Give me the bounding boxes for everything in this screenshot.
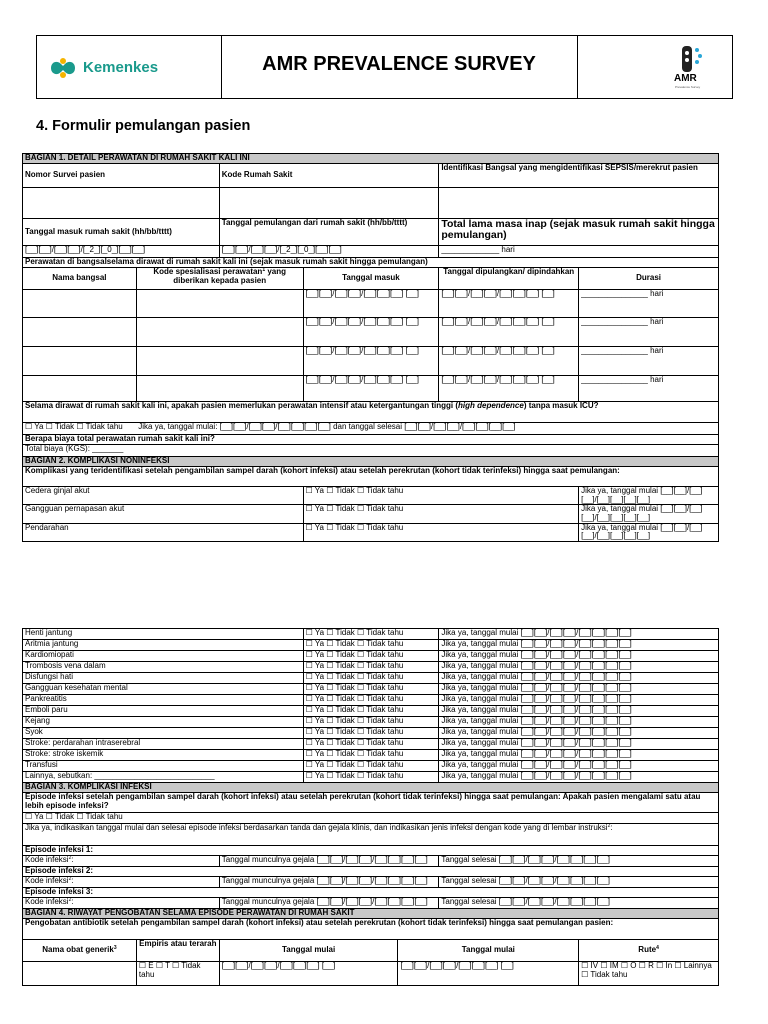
complication-label: Trombosis vena dalam xyxy=(23,662,304,673)
complication-date[interactable]: Jika ya, tanggal mulai [__][__]/[__][__]/[__][__][__][__] xyxy=(439,717,719,728)
biaya-field[interactable]: Total biaya (KGS): _______ xyxy=(23,445,719,457)
complication-label: Lainnya, sebutkan: ___________________________ xyxy=(23,772,304,783)
section-heading-bagian2: BAGIAN 2. KOMPLIKASI NONINFEKSI xyxy=(23,457,719,467)
complication-options[interactable]: ☐ Ya ☐ Tidak ☐ Tidak tahu xyxy=(303,739,439,750)
col-durasi: Durasi xyxy=(579,268,719,290)
page-title: AMR PREVALENCE SURVEY xyxy=(262,53,536,75)
obat-empiris-options[interactable]: ☐ E ☐ T ☐ Tidak tahu xyxy=(136,962,219,986)
complication-date[interactable]: Jika ya, tanggal mulai [__][__]/[__][__]/[__][__][__][__] xyxy=(439,750,719,761)
complication-date[interactable]: Jika ya, tanggal mulai [__][__]/[__][__]/[__][__][__][__] xyxy=(439,695,719,706)
ward-name-field[interactable] xyxy=(23,347,137,376)
col-tanggal-dipulangkan: Tanggal dipulangkan/ dipindahkan xyxy=(439,268,579,290)
noninfeksi-list-page2 xyxy=(23,629,719,783)
amr-logo-subtext: Prevalence Survey xyxy=(675,85,701,89)
complication-label: Henti jantung xyxy=(23,629,304,640)
form-table-part2 xyxy=(22,628,719,986)
tgl-masuk-label: Tanggal masuk rumah sakit (hh/bb/tttt) xyxy=(23,219,220,246)
tgl-pulang-field[interactable]: [__][__]/[__][__]/[_2_][_0_][__][__] xyxy=(219,246,439,258)
complication-date[interactable]: Jika ya, tanggal mulai [__][__]/[__][__]/[__][__][__][__] xyxy=(579,487,719,505)
complication-label: Emboli paru xyxy=(23,706,304,717)
complication-row xyxy=(23,487,719,505)
complication-label: Kejang xyxy=(23,717,304,728)
complication-label: Disfungsi hati xyxy=(23,673,304,684)
obat-name-field[interactable] xyxy=(23,962,137,986)
icu-dates[interactable]: Jika ya, tanggal mulai: [__][__]/[__][__]/[__][__][__][__] dan tanggal selesai [__][__]/[__][__]/[__][__][__][__] xyxy=(138,422,516,431)
complication-options[interactable]: ☐ Ya ☐ Tidak ☐ Tidak tahu xyxy=(303,523,579,541)
gejala-date-field[interactable]: Tanggal munculnya gejala [__][__]/[__][__]/[__][__][__][__] xyxy=(219,856,439,867)
ward-row xyxy=(23,290,719,318)
ward-durasi-field[interactable]: _______________ hari xyxy=(579,318,719,347)
complication-options[interactable]: ☐ Ya ☐ Tidak ☐ Tidak tahu xyxy=(303,505,579,523)
kode-rs-field[interactable] xyxy=(219,188,439,219)
complication-date[interactable]: Jika ya, tanggal mulai [__][__]/[__][__]/[__][__][__][__] xyxy=(439,640,719,651)
identifikasi-bangsal-field[interactable] xyxy=(439,188,719,219)
kode-rs-label: Kode Rumah Sakit xyxy=(219,164,439,188)
complication-options[interactable]: ☐ Ya ☐ Tidak ☐ Tidak tahu xyxy=(303,684,439,695)
episode-row xyxy=(23,877,719,888)
complication-date[interactable]: Jika ya, tanggal mulai [__][__]/[__][__]/[__][__][__][__] xyxy=(439,651,719,662)
section-heading-bagian1: BAGIAN 1. DETAIL PERAWATAN DI RUMAH SAKIT KALI INI xyxy=(23,154,719,164)
complication-date[interactable]: Jika ya, tanggal mulai [__][__]/[__][__]/[__][__][__][__] xyxy=(579,523,719,541)
complication-options[interactable]: ☐ Ya ☐ Tidak ☐ Tidak tahu xyxy=(303,662,439,673)
complication-options[interactable]: ☐ Ya ☐ Tidak ☐ Tidak tahu xyxy=(303,772,439,783)
ward-row xyxy=(23,376,719,402)
col-empiris: Empiris atau terarah xyxy=(136,940,219,962)
episode-list xyxy=(23,846,719,909)
complication-options[interactable]: ☐ Ya ☐ Tidak ☐ Tidak tahu xyxy=(303,728,439,739)
complication-options[interactable]: ☐ Ya ☐ Tidak ☐ Tidak tahu xyxy=(303,695,439,706)
complication-options[interactable]: ☐ Ya ☐ Tidak ☐ Tidak tahu xyxy=(303,629,439,640)
complication-label: Pendarahan xyxy=(23,523,304,541)
complication-row xyxy=(23,695,719,706)
icu-answer-row[interactable] xyxy=(23,423,719,435)
amr-logo-icon xyxy=(676,44,704,74)
ward-durasi-field[interactable]: _______________ hari xyxy=(579,376,719,402)
complication-label: Pankreatitis xyxy=(23,695,304,706)
nomor-survei-label: Nomor Survei pasien xyxy=(23,164,220,188)
complication-label: Transfusi xyxy=(23,761,304,772)
complication-date[interactable]: Jika ya, tanggal mulai [__][__]/[__][__]/[__][__][__][__] xyxy=(439,684,719,695)
complication-label: Kardiomiopati xyxy=(23,651,304,662)
complication-row xyxy=(23,717,719,728)
form-title: 4. Formulir pemulangan pasien xyxy=(36,118,251,134)
complication-label: Stroke: stroke iskemik xyxy=(23,750,304,761)
complication-date[interactable]: Jika ya, tanggal mulai [__][__]/[__][__]/[__][__][__][__] xyxy=(439,673,719,684)
total-lama-label: Total lama masa inap (sejak masuk rumah sakit hingga pemulangan) xyxy=(439,219,719,246)
episode-label: Episode infeksi 3: xyxy=(23,888,719,898)
ward-masuk-field[interactable]: [__][__]/[__][__]/[__][__][__] [__] xyxy=(303,318,439,347)
complication-label: Aritmia jantung xyxy=(23,640,304,651)
complication-options[interactable]: ☐ Ya ☐ Tidak ☐ Tidak tahu xyxy=(303,750,439,761)
kemenkes-logo-text: Kemenkes xyxy=(83,59,159,76)
ward-durasi-field[interactable]: _______________ hari xyxy=(579,347,719,376)
complication-date[interactable]: Jika ya, tanggal mulai [__][__]/[__][__]/[__][__][__][__] xyxy=(439,629,719,640)
ward-name-field[interactable] xyxy=(23,376,137,402)
obat-row xyxy=(23,962,719,986)
ward-kode-field[interactable] xyxy=(136,290,303,318)
complication-row xyxy=(23,761,719,772)
ward-kode-field[interactable] xyxy=(136,376,303,402)
complication-row xyxy=(23,739,719,750)
obat-tgl-mulai-field[interactable]: [__][__]/[__][__]/[__][__][__] [__] xyxy=(219,962,398,986)
complication-date[interactable]: Jika ya, tanggal mulai [__][__]/[__][__]/[__][__][__][__] xyxy=(439,772,719,783)
complication-row xyxy=(23,684,719,695)
complication-row xyxy=(23,673,719,684)
complication-label: Syok xyxy=(23,728,304,739)
section-heading-bagian3: BAGIAN 3. KOMPLIKASI INFEKSI xyxy=(23,783,719,793)
col-tanggal-mulai: Tanggal mulai xyxy=(219,940,398,962)
complication-row xyxy=(23,523,719,541)
complication-options[interactable]: ☐ Ya ☐ Tidak ☐ Tidak tahu xyxy=(303,717,439,728)
col-nama-bangsal: Nama bangsal xyxy=(23,268,137,290)
episode-label: Episode infeksi 1: xyxy=(23,846,719,856)
ward-row xyxy=(23,318,719,347)
complication-date[interactable]: Jika ya, tanggal mulai [__][__]/[__][__]/[__][__][__][__] xyxy=(439,662,719,673)
ward-masuk-field[interactable]: [__][__]/[__][__]/[__][__][__] [__] xyxy=(303,290,439,318)
ward-durasi-field[interactable]: _______________ hari xyxy=(579,290,719,318)
complication-label: Gangguan pernapasan akut xyxy=(23,505,304,523)
amr-logo-text: AMR xyxy=(674,73,697,84)
obat-tgl-mulai2-field[interactable]: [__][__]/[__][__]/[__][__][__] [__] xyxy=(398,962,579,986)
complication-row xyxy=(23,750,719,761)
biaya-question: Berapa biaya total perawatan rumah sakit kali ini? xyxy=(23,435,719,445)
complication-row xyxy=(23,640,719,651)
identifikasi-bangsal-label: Identifikasi Bangsal yang mengidentifikasi SEPSIS/merekrut pasien xyxy=(439,164,719,188)
kemenkes-logo-cell xyxy=(37,36,222,98)
col-kode-spesialisasi: Kode spesialisasi perawatan$^1$ yang diberikan kepada pasien xyxy=(136,268,303,290)
complication-options[interactable]: ☐ Ya ☐ Tidak ☐ Tidak tahu xyxy=(303,761,439,772)
complication-label: Gangguan kesehatan mental xyxy=(23,684,304,695)
complication-row xyxy=(23,706,719,717)
ward-name-field[interactable] xyxy=(23,318,137,347)
bagian3-options[interactable]: ☐ Ya ☐ Tidak ☐ Tidak tahu xyxy=(23,813,719,824)
complication-row xyxy=(23,629,719,640)
kemenkes-logo-icon xyxy=(47,56,79,80)
form-table-part1 xyxy=(22,153,719,542)
ward-pulang-field[interactable]: [__][__]/[__][__]/[__][__][__] [__] xyxy=(439,347,579,376)
selesai-date-field[interactable]: Tanggal selesai [__][__]/[__][__]/[__][__][__][__] xyxy=(439,877,719,888)
col-nama-obat: Nama obat generik$^3$ xyxy=(23,940,137,962)
ward-name-field[interactable] xyxy=(23,290,137,318)
complication-date[interactable]: Jika ya, tanggal mulai [__][__]/[__][__]/[__][__][__][__] xyxy=(439,706,719,717)
perawatan-bangsal-label: Perawatan di bangsalselama dirawat di rumah sakit kali ini (sejak masuk rumah sakit hingga pemulangan) xyxy=(23,258,719,268)
ward-kode-field[interactable] xyxy=(136,318,303,347)
nomor-survei-field[interactable] xyxy=(23,188,220,219)
tgl-masuk-field[interactable]: [__][__]/[__][__]/[_2_][_0_][__][__] xyxy=(23,246,220,258)
tgl-pulang-label: Tanggal pemulangan dari rumah sakit (hh/bb/tttt) xyxy=(219,219,439,246)
episode-row xyxy=(23,856,719,867)
complication-options[interactable]: ☐ Ya ☐ Tidak ☐ Tidak tahu xyxy=(303,706,439,717)
complication-row xyxy=(23,772,719,783)
episode-label: Episode infeksi 2: xyxy=(23,867,719,877)
kode-infeksi-field[interactable]: Kode infeksi$^2$: xyxy=(23,898,220,909)
amr-logo-cell xyxy=(577,36,733,98)
ward-masuk-field[interactable]: [__][__]/[__][__]/[__][__][__] [__] xyxy=(303,376,439,402)
bagian3-question: Episode infeksi setelah pengambilan sampel darah (kohort infeksi) atau setelah perekrutan (kohort tidak terinfeksi) hingga saat pemulangan: Apakah pasien mengalami satu atau lebih episode infeksi? xyxy=(23,793,719,813)
complication-label: Stroke: perdarahan intraserebral xyxy=(23,739,304,750)
gejala-date-field[interactable]: Tanggal munculnya gejala [__][__]/[__][__]/[__][__][__][__] xyxy=(219,898,439,909)
complication-options[interactable]: ☐ Ya ☐ Tidak ☐ Tidak tahu xyxy=(303,651,439,662)
complication-date[interactable]: Jika ya, tanggal mulai [__][__]/[__][__]/[__][__][__][__] xyxy=(439,728,719,739)
col-rute: Rute$^4$ xyxy=(579,940,719,962)
selesai-date-field[interactable]: Tanggal selesai [__][__]/[__][__]/[__][__][__][__] xyxy=(439,898,719,909)
icu-question: Selama dirawat di rumah sakit kali ini, apakah pasien memerlukan perawatan intensif atau ketergantungan tinggi (high dependence) tanpa masuk ICU? xyxy=(23,402,719,423)
total-lama-field[interactable]: _____________ hari xyxy=(439,246,719,258)
bagian3-instruksi: Jika ya, indikasikan tanggal mulai dan selesai episode infeksi berdasarkan tanda dan gejala klinis, dan indikasikan jenis infeksi dengan kode yang di lembar instruksi$^2$: xyxy=(23,824,719,846)
bagian4-question: Pengobatan antibiotik setelah pengambilan sampel darah (kohort infeksi) atau setelah perekrutan (kohort tidak terinfeksi) hingga saat pemulangan pasien: xyxy=(23,919,719,940)
col-tanggal-mulai-2: Tanggal mulai xyxy=(398,940,579,962)
complication-row xyxy=(23,662,719,673)
col-tanggal-masuk: Tanggal masuk xyxy=(303,268,439,290)
bagian2-question: Komplikasi yang teridentifikasi setelah pengambilan sampel darah (kohort infeksi) atau setelah perekrutan (kohort tidak terinfeksi) hingga saat pemulangan: xyxy=(23,467,719,487)
complication-date[interactable]: Jika ya, tanggal mulai [__][__]/[__][__]/[__][__][__][__] xyxy=(439,739,719,750)
obat-rute-options[interactable]: ☐ IV ☐ IM ☐ O ☐ R ☐ In ☐ Lainnya ☐ Tidak tahu xyxy=(579,962,719,986)
kode-infeksi-field[interactable]: Kode infeksi$^2$: xyxy=(23,856,220,867)
complication-row xyxy=(23,505,719,523)
ward-pulang-field[interactable]: [__][__]/[__][__]/[__][__][__] [__] xyxy=(439,376,579,402)
complication-options[interactable]: ☐ Ya ☐ Tidak ☐ Tidak tahu xyxy=(303,673,439,684)
complication-date[interactable]: Jika ya, tanggal mulai [__][__]/[__][__]/[__][__][__][__] xyxy=(439,761,719,772)
selesai-date-field[interactable]: Tanggal selesai [__][__]/[__][__]/[__][__][__][__] xyxy=(439,856,719,867)
survey-header xyxy=(36,35,733,99)
complication-date[interactable]: Jika ya, tanggal mulai [__][__]/[__][__]/[__][__][__][__] xyxy=(579,505,719,523)
gejala-date-field[interactable]: Tanggal munculnya gejala [__][__]/[__][__]/[__][__][__][__] xyxy=(219,877,439,888)
icu-options[interactable]: ☐ Ya ☐ Tidak ☐ Tidak tahu xyxy=(25,422,123,431)
ward-masuk-field[interactable]: [__][__]/[__][__]/[__][__][__] [__] xyxy=(303,347,439,376)
ward-row xyxy=(23,347,719,376)
section-heading-bagian4: BAGIAN 4. RIWAYAT PENGOBATAN SELAMA EPISODE PERAWATAN DI RUMAH SAKIT xyxy=(23,909,719,919)
complication-options[interactable]: ☐ Ya ☐ Tidak ☐ Tidak tahu xyxy=(303,487,579,505)
episode-row xyxy=(23,898,719,909)
ward-pulang-field[interactable]: [__][__]/[__][__]/[__][__][__] [__] xyxy=(439,290,579,318)
ward-kode-field[interactable] xyxy=(136,347,303,376)
kode-infeksi-field[interactable]: Kode infeksi$^2$: xyxy=(23,877,220,888)
complication-row xyxy=(23,651,719,662)
complication-label: Cedera ginjal akut xyxy=(23,487,304,505)
complication-options[interactable]: ☐ Ya ☐ Tidak ☐ Tidak tahu xyxy=(303,640,439,651)
noninfeksi-list-page1 xyxy=(23,487,719,542)
ward-pulang-field[interactable]: [__][__]/[__][__]/[__][__][__] [__] xyxy=(439,318,579,347)
complication-row xyxy=(23,728,719,739)
